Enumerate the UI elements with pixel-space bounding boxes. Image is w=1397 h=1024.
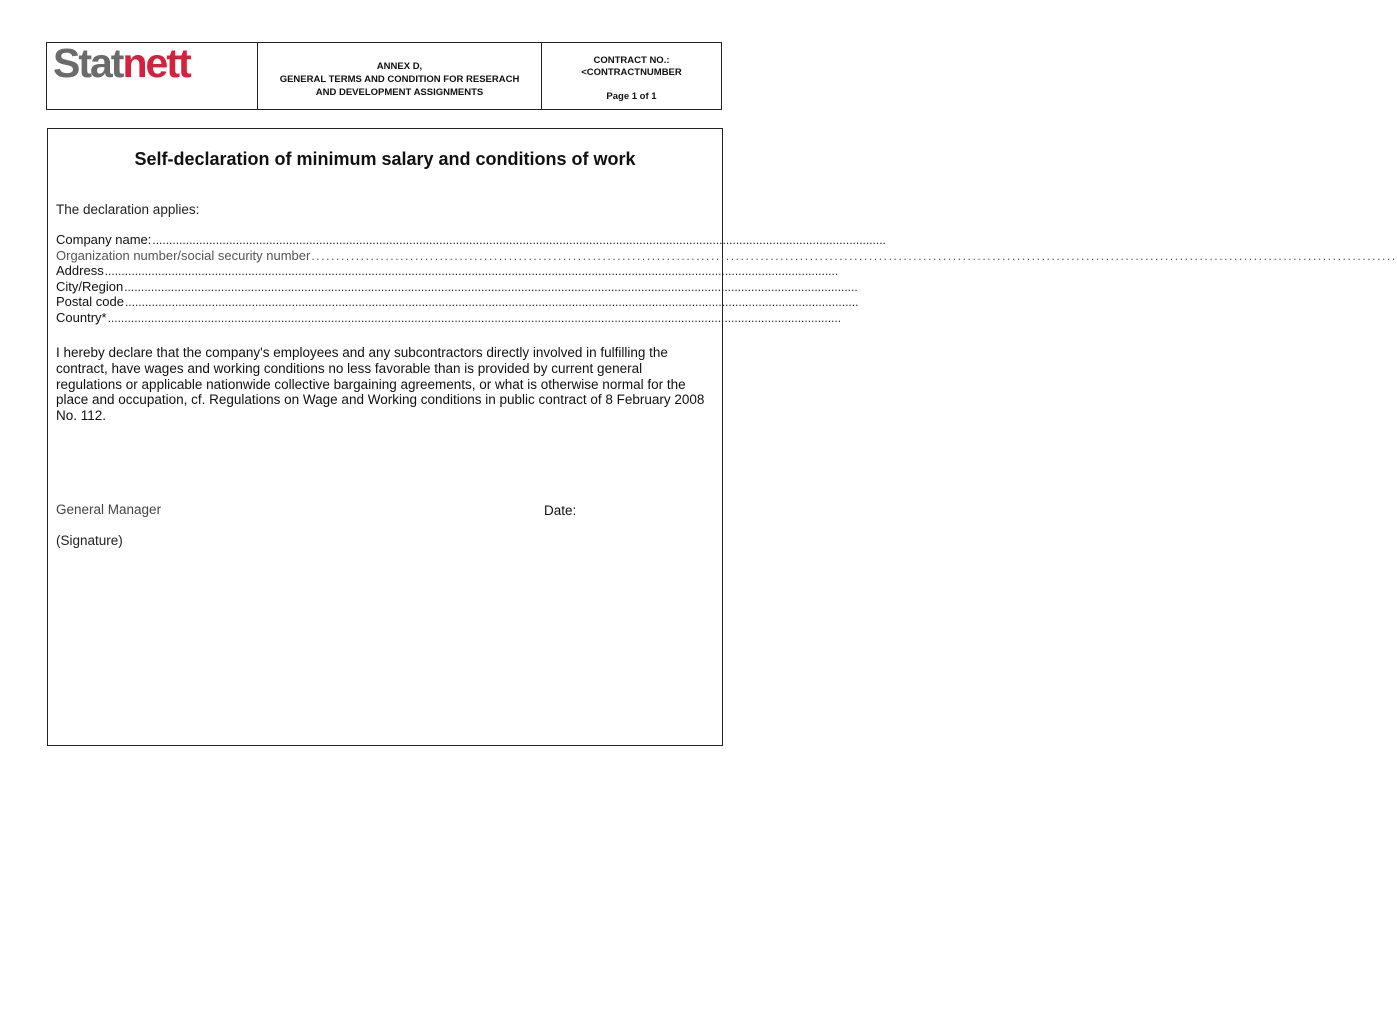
applies-label: The declaration applies:: [56, 202, 200, 217]
dotted-leader: ............................................................................................................................................................................................................................: [311, 248, 1397, 263]
logo-text-stat: Stat: [53, 40, 123, 86]
city-region-label: City/Region: [56, 278, 124, 294]
dotted-leader: ............................................................................................................................................................................................................................: [124, 279, 858, 294]
dotted-leader: ............................................................................................................................................................................................................................: [107, 310, 842, 325]
address-label: Address: [56, 263, 104, 278]
general-manager-label: General Manager: [56, 502, 162, 517]
country-label: Country*: [56, 309, 107, 325]
document-header: [46, 42, 722, 110]
dotted-leader: ............................................................................................................................................................................................................................: [152, 233, 886, 247]
org-number-label: Organization number/social security number: [56, 247, 311, 263]
annex-line-1: ANNEX D,: [376, 60, 423, 72]
contract-number: <CONTRACTNUMBER: [581, 67, 682, 78]
company-name-label: Company name:: [56, 232, 152, 247]
contract-label: CONTRACT NO.:: [593, 55, 670, 66]
org-number-field[interactable]: [56, 247, 1397, 264]
country-field[interactable]: [56, 309, 842, 326]
declaration-form: [47, 128, 1397, 746]
postal-code-label: Postal code: [56, 294, 124, 309]
date-label: Date:: [544, 503, 577, 518]
city-region-field[interactable]: [56, 278, 858, 295]
company-fields: [56, 232, 1397, 325]
logo-text-nett: nett: [122, 40, 190, 86]
logo-cell: [47, 40, 258, 109]
postal-code-field[interactable]: [56, 294, 859, 310]
contract-cell: [542, 43, 721, 109]
statnett-logo: [53, 40, 190, 86]
company-name-field[interactable]: [56, 232, 886, 248]
annex-cell: [258, 43, 542, 109]
declaration-text: I hereby declare that the company's employees and any subcontractors directly involved in fulfilling the contract, have wages and working conditions no less favorable than is provided by current general regulations or applicable nationwide collective bargaining agreements, or what is otherwise normal for the place and occupation, cf. Regulations on Wage and Working conditions in public contract of 8 February 2008 No. 112.: [56, 345, 705, 424]
page-number: Page 1 of 1: [606, 91, 657, 102]
address-field[interactable]: [56, 263, 839, 279]
signature-label: (Signature): [56, 533, 123, 548]
annex-line-2: GENERAL TERMS AND CONDITION FOR RESERACH: [279, 73, 520, 85]
form-title: Self-declaration of minimum salary and conditions of work: [134, 149, 636, 169]
dotted-leader: ............................................................................................................................................................................................................................: [104, 264, 839, 278]
dotted-leader: ............................................................................................................................................................................................................................: [124, 295, 859, 309]
annex-line-3: AND DEVELOPMENT ASSIGNMENTS: [315, 86, 484, 98]
